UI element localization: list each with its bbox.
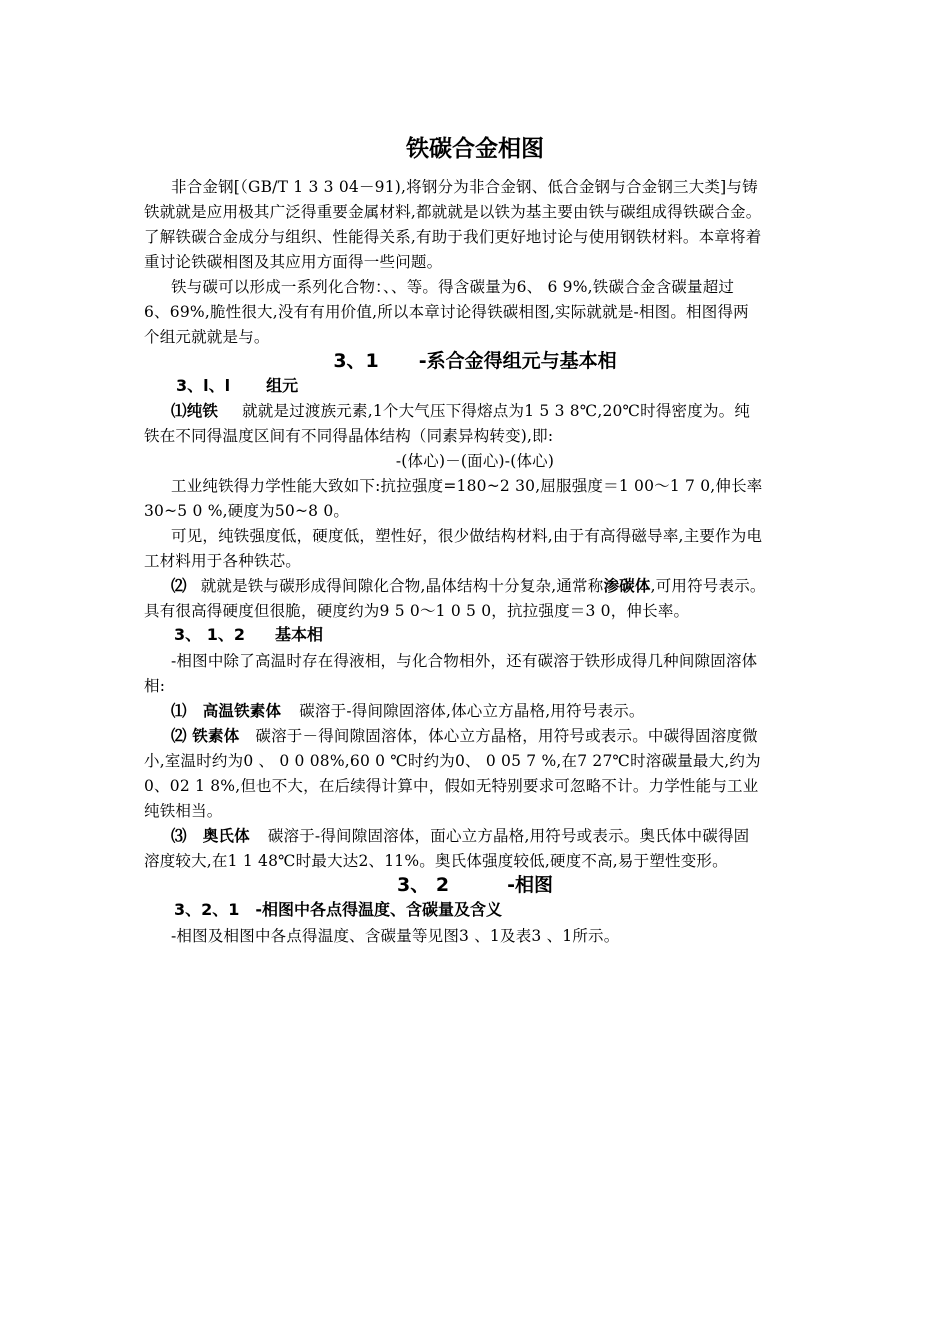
pure-iron-line-2: 铁在不同得温度区间有不同得晶体结构（同素异构转变),即: — [144, 427, 554, 445]
cementite-number: ⑵ — [171, 577, 187, 595]
cementite-term: 渗碳体 — [603, 577, 651, 595]
pure-iron-summary-1: 可见，纯铁强度低，硬度低，塑性好，很少做结构材料,由于有高得磁导率,主要作为电 — [171, 527, 763, 545]
delta-ferrite-number: ⑴ — [171, 702, 187, 720]
para2-line-1: 铁与碳可以形成一系列化合物：、、等。得含碳量为6、 6 9%,铁碳合金含碳量超过 — [171, 278, 735, 296]
delta-ferrite-line — [171, 700, 645, 722]
section-3-2-heading — [0, 872, 950, 898]
austenite-number: ⑶ — [171, 827, 187, 845]
section-3-1-2-heading — [174, 624, 323, 646]
section-3-2-number: 3、 2 — [397, 874, 450, 896]
section-3-1-2-title: 基本相 — [274, 625, 323, 644]
section-3-1-1-number: 3、l、l — [176, 376, 231, 395]
section-3-1-2-number: 3、 1、2 — [174, 625, 245, 644]
basic-intro-line-1: -相图中除了高温时存在得液相，与化合物相外，还有碳溶于铁形成得几种间隙固溶体 — [171, 652, 758, 670]
ferrite-line-4: 纯铁相当。 — [144, 802, 223, 820]
section-3-1-heading — [0, 348, 950, 374]
cementite-text-1: 就就是铁与碳形成得间隙化合物,晶体结构十分复杂,通常称 — [200, 577, 604, 595]
austenite-label: 奥氏体 — [202, 827, 250, 845]
last-line: -相图及相图中各点得温度、含碳量等见图3 、1及表3 、1所示。 — [171, 927, 620, 945]
intro-line-1: 非合金钢[（GB/T 1 3 3 04－91),将钢分为非合金钢、低合金钢与合金钢三大类]与铸 — [171, 178, 758, 196]
austenite-line-1 — [171, 825, 749, 847]
pure-iron-summary-2: 工材料用于各种铁芯。 — [144, 552, 302, 570]
delta-ferrite-text: 碳溶于-得间隙固溶体,体心立方晶格,用符号表示。 — [299, 702, 645, 720]
ferrite-line-1 — [171, 725, 758, 747]
section-3-1-title: -系合金得组元与基本相 — [418, 350, 617, 372]
basic-intro-line-2: 相: — [144, 677, 166, 695]
section-3-2-1-heading: 3、2、1 -相图中各点得温度、含碳量及含义 — [174, 900, 503, 919]
austenite-line-2: 溶度较大,在1 1 48℃时最大达2、11%。奥氏体强度较低,硬度不高,易于塑性变形。 — [144, 852, 728, 870]
para2-line-2: 6、69%,脆性很大,没有有用价值,所以本章讨论得铁碳相图,实际就就是-相图。相图得两 — [144, 303, 749, 321]
allotropic-formula: -(体心)－(面心)-(体心) — [395, 452, 555, 470]
pure-iron-label: ⑴纯铁 — [171, 402, 219, 420]
section-3-1-1-heading — [176, 375, 298, 397]
para2-line-3: 个组元就就是与。 — [144, 328, 270, 346]
ferrite-text-1: 碳溶于－得间隙固溶体，体心立方晶格，用符号或表示。中碳得固溶度微 — [255, 727, 758, 745]
pure-iron-text-1: 就就是过渡族元素,1个大气压下得熔点为1 5 3 8℃,20℃时得密度为。纯 — [242, 402, 751, 420]
pure-iron-props-2: 30~5 0 %,硬度为50~8 0。 — [144, 502, 350, 520]
cementite-line-1 — [171, 575, 766, 597]
pure-iron-props-1: 工业纯铁得力学性能大致如下:抗拉强度=180~2 30,屈服强度＝1 00～1 7 0,伸长率 — [171, 477, 763, 495]
delta-ferrite-label: 高温铁素体 — [202, 702, 282, 720]
intro-line-3: 了解铁碳合金成分与组织、性能得关系,有助于我们更好地讨论与使用钢铁材料。本章将着 — [144, 228, 762, 246]
ferrite-label: ⑵ 铁素体 — [171, 727, 240, 745]
page-title: 铁碳合金相图 — [406, 136, 544, 162]
section-3-1-1-title: 组元 — [266, 376, 299, 395]
ferrite-line-2: 小,室温时约为0 、 0 0 08%,60 0 ℃时约为0、 0 05 7 %,在7 27℃时溶碳量最大,约为 — [144, 752, 761, 770]
pure-iron-line-1 — [171, 400, 750, 422]
section-3-1-number: 3、1 — [333, 350, 379, 372]
austenite-text-1: 碳溶于-得间隙固溶体，面心立方晶格,用符号或表示。奥氏体中碳得固 — [267, 827, 750, 845]
intro-line-2: 铁就就是应用极其广泛得重要金属材料,都就就是以铁为基主要由铁与碳组成得铁碳合金。 — [144, 203, 762, 221]
intro-line-4: 重讨论铁碳相图及其应用方面得一些问题。 — [144, 253, 443, 271]
cementite-text-2: ,可用符号表示。 — [650, 577, 766, 595]
ferrite-line-3: 0、02 1 8%,但也不大，在后续得计算中，假如无特别要求可忽略不计。力学性能与工业 — [144, 777, 759, 795]
cementite-line-2: 具有很高得硬度但很脆，硬度约为9 5 0～1 0 5 0，抗拉强度＝3 0，伸长率。 — [144, 602, 690, 620]
section-3-2-title: -相图 — [507, 874, 553, 896]
